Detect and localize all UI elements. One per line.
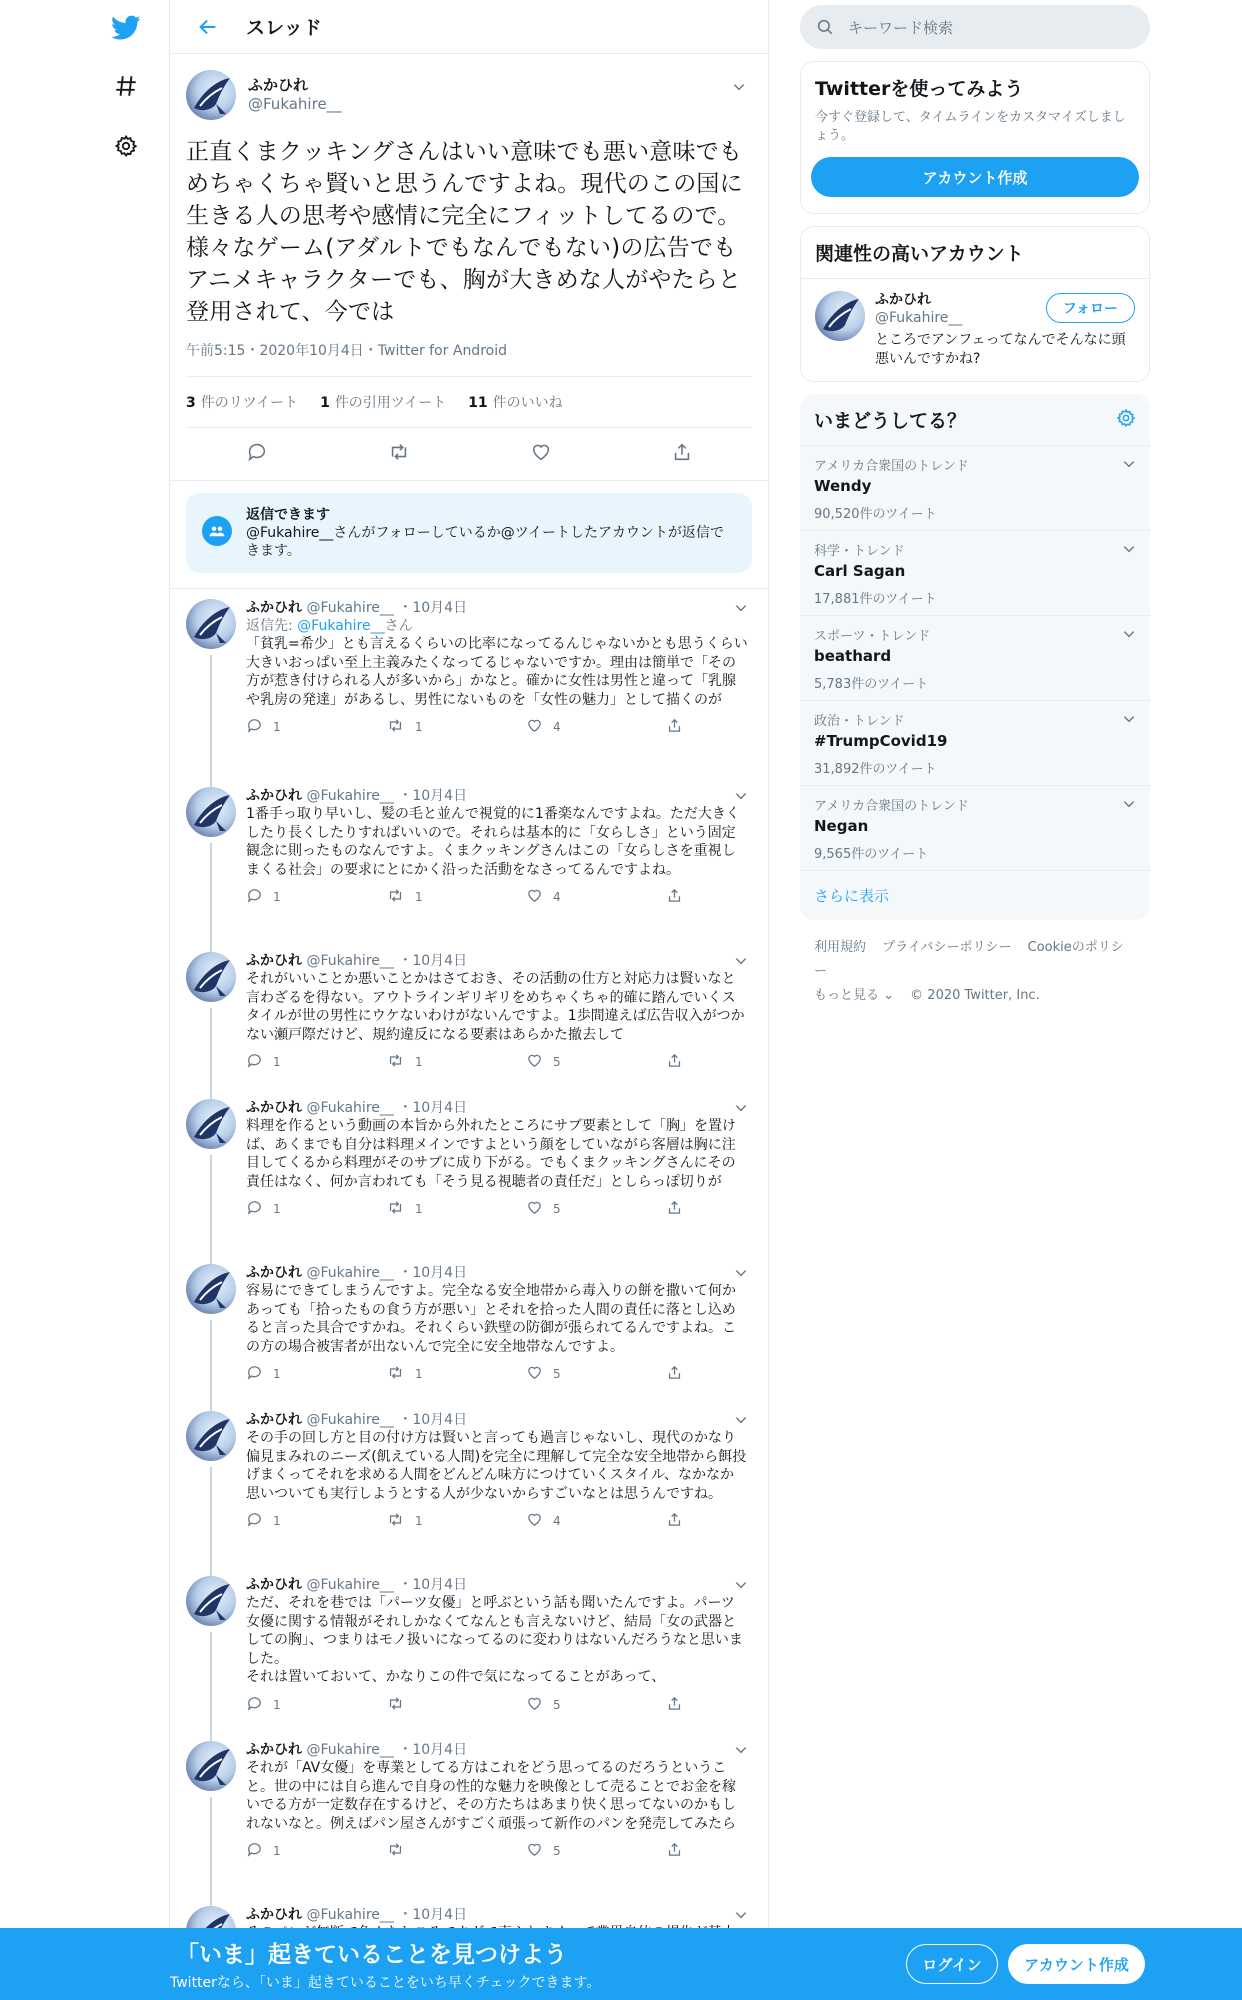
share-icon	[666, 1511, 683, 1531]
like-heart-icon	[526, 1199, 543, 1219]
like-count-link[interactable]: 11 件のいいね	[468, 395, 563, 411]
trend-count: 5,783件のツイート	[814, 677, 929, 692]
reply-count: 1	[273, 1367, 281, 1381]
separator-dot: ・	[398, 788, 413, 804]
thread-connector-line	[210, 1155, 212, 1264]
retweet-count: 1	[415, 1055, 423, 1069]
trend-item[interactable]	[800, 530, 1150, 615]
reply-count: 1	[273, 1202, 281, 1216]
like-button[interactable]	[526, 1511, 666, 1531]
like-button[interactable]	[526, 1199, 666, 1219]
main-column	[169, 0, 769, 2000]
avatar[interactable]	[186, 1099, 236, 1149]
display-name[interactable]: ふかひれ	[246, 953, 302, 969]
retweet-count: 1	[415, 1202, 423, 1216]
reply-icon	[246, 1199, 263, 1219]
retweet-button[interactable]	[386, 1695, 526, 1715]
tweet-timestamp[interactable]: 午前5:15・2020年10月4日・Twitter for Android	[186, 340, 752, 377]
user-handle[interactable]: @Fukahire__	[875, 310, 963, 326]
tweet-text: 料理を作るという動画の本旨から外れたところにサブ要素として「胸」を置けば、あくまでも自分は料理メインですよという顔をしていながら客層は胸に注目してくるから料理がそのサブに成り下がる。でもくまクッキングさんにその責任はなく、何か言われても「そう見る視聴者の責任だ」としらっぽ切りが	[246, 1118, 736, 1190]
reply-button[interactable]	[246, 1052, 386, 1072]
reply-icon	[246, 1052, 263, 1072]
signup-banner	[0, 1928, 1242, 2000]
like-count: 5	[553, 1055, 561, 1069]
page-title: スレッド	[246, 17, 322, 39]
related-title: 関連性の高いアカウント	[815, 243, 1024, 265]
reply-count: 1	[273, 1514, 281, 1528]
tweet-text: ただ、それを巷では「パーツ女優」と呼ぶという話も聞いたんですよ。パーツ女優に関する情報がそれしかなくてなんとも言えないけど、結局「女の武器としての胸」、つまりはモノ扱いになってるのに変わりはないんだろうなと思いました。 それは置いておいて、かなりこの件で気になってることがあって、	[246, 1595, 743, 1685]
chevron-down-icon[interactable]	[730, 1097, 752, 1119]
tweet-actions	[246, 879, 748, 915]
share-button[interactable]	[666, 1199, 683, 1219]
related-accounts-card	[800, 226, 1150, 382]
retweet-icon	[386, 1364, 405, 1384]
tweet-date[interactable]: 10月4日	[412, 1412, 468, 1428]
display-name[interactable]: ふかひれ	[246, 600, 302, 616]
user-handle[interactable]: @Fukahire__	[306, 1412, 394, 1428]
chevron-down-icon[interactable]	[730, 950, 752, 972]
chevron-down-icon[interactable]	[730, 785, 752, 807]
tweet-text: それが「AV女優」を専業としてる方はこれをどう思ってるのだろうということ。世の中には自ら進んで自身の性的な魅力を映像として売ることでお金を稼いでる方が一定数存在するけど、その方たちはあまり快く思ってないのかもしれないなと。例えばパン屋さんがすごく頑張って新作のパンを発売してみたら	[246, 1760, 736, 1832]
reply-tweet[interactable]	[170, 1731, 768, 1896]
reply-tweet[interactable]	[170, 1254, 768, 1401]
signup-title: Twitterを使ってみよう	[815, 78, 1024, 100]
trend-item[interactable]	[800, 785, 1150, 870]
retweet-button[interactable]	[386, 1511, 526, 1531]
thread-connector-line	[210, 655, 212, 787]
share-icon	[666, 1695, 683, 1715]
display-name[interactable]: ふかひれ	[875, 292, 931, 308]
retweet-count: 1	[415, 890, 423, 904]
search-placeholder: キーワード検索	[848, 18, 954, 37]
tweet-date[interactable]: 10月4日	[412, 1742, 468, 1758]
trend-item[interactable]	[800, 700, 1150, 785]
share-icon	[666, 1841, 683, 1861]
thread-replies	[170, 589, 768, 1976]
trends-card	[800, 394, 1150, 920]
reply-count: 1	[273, 890, 281, 904]
banner-subtext: Twitterなら、「いま」起きていることをいち早くチェックできます。	[170, 1975, 601, 1991]
tweet-text: 容易にできてしまうんですよ。完全なる安全地帯から毒入りの餅を撒いて何かあっても「拾ったもの食う方が悪い」とそれを拾った人間の責任に落とし込めると言った具合ですかね。それくらい鉄壁の防御が張られてるんですよね。この方の場合被害者が出ないんで完全に安全地帯なんですよ。	[246, 1283, 736, 1355]
reply-icon	[246, 717, 263, 737]
search-input[interactable]	[800, 5, 1150, 49]
reply-to-line: 返信先: @Fukahire__さん	[246, 618, 413, 634]
trend-context: 科学・トレンド	[814, 544, 905, 559]
copyright: © 2020 Twitter, Inc.	[910, 988, 1040, 1003]
like-button[interactable]	[526, 1364, 666, 1384]
thread-header	[170, 0, 768, 54]
avatar[interactable]	[186, 787, 236, 837]
thread-connector-line	[210, 1797, 212, 1906]
chevron-down-icon[interactable]	[730, 1574, 752, 1596]
notice-text: @Fukahire__さんがフォローしているか@ツイートしたアカウントが返信できます。	[246, 525, 724, 559]
tweet-actions	[246, 1191, 748, 1227]
tweet-date[interactable]: 10月4日	[412, 953, 468, 969]
more-link[interactable]: もっと見る ⌄	[814, 988, 895, 1003]
user-handle[interactable]: @Fukahire__	[306, 788, 394, 804]
twitter-logo-icon[interactable]	[100, 2, 152, 54]
avatar[interactable]	[186, 1741, 236, 1791]
trend-count: 9,565件のツイート	[814, 847, 929, 862]
signup-text: 今すぐ登録して、タイムラインをカスタマイズしましょう。	[815, 110, 1126, 143]
create-account-button[interactable]: アカウント作成	[811, 157, 1139, 197]
like-heart-icon	[526, 1364, 543, 1384]
display-name[interactable]: ふかひれ	[248, 76, 309, 94]
reply-icon	[246, 887, 263, 907]
chevron-down-icon[interactable]	[1122, 711, 1136, 730]
avatar[interactable]	[186, 599, 236, 649]
terms-link[interactable]: 利用規約	[814, 940, 867, 955]
share-icon	[666, 717, 683, 737]
reply-count: 1	[273, 1697, 281, 1712]
reply-count: 1	[273, 720, 281, 734]
trend-context: アメリカ合衆国のトレンド	[814, 459, 969, 474]
tweet-actions	[246, 1687, 748, 1723]
like-heart-icon	[526, 1511, 543, 1531]
like-button[interactable]	[526, 717, 666, 737]
separator-dot: ・	[398, 1742, 413, 1758]
reply-tweet[interactable]	[170, 589, 768, 777]
trend-context: アメリカ合衆国のトレンド	[814, 799, 969, 814]
trends-settings-gear-icon[interactable]	[1116, 408, 1136, 432]
reply-button[interactable]	[246, 1511, 386, 1531]
tweet-text: 「貧乳=希少」とも言えるくらいの比率になってるんじゃないかとも思うくらい大きいおっぱい至上主義みたくなってるじゃないですか。理由は簡単で「その方が惹き付けられる人が多いから」かなと。確かに女性は男性と違って「乳腺や乳房の発達」があるし、男性にないものを「女性の魅力」として描くのが	[246, 636, 748, 708]
like-heart-icon	[526, 887, 543, 907]
like-heart-icon[interactable]	[530, 441, 552, 467]
retweet-icon	[386, 717, 405, 737]
reply-icon	[246, 1511, 263, 1531]
trend-count: 90,520件のツイート	[814, 507, 937, 522]
trend-item[interactable]	[800, 615, 1150, 700]
like-button[interactable]	[526, 887, 666, 907]
login-button[interactable]: ログイン	[906, 1944, 998, 1984]
retweet-icon[interactable]	[387, 441, 411, 467]
tweet-text: 1番手っ取り早いし、髪の毛と並んで視覚的に1番楽なんですよね。ただ大きくしたり長くしたりすればいいので。それらは基本的に「女らしさ」という固定観念に則ったものなんですよ。くまクッキングさんはこの「女らしさを重視しまくる社会」の要求にとにかく沿った活動をなさってるんですよね。	[246, 806, 740, 878]
like-count: 5	[553, 1844, 561, 1858]
user-handle[interactable]: @Fukahire__	[306, 1577, 394, 1593]
reply-button[interactable]	[246, 717, 386, 737]
separator-dot: ・	[398, 953, 413, 969]
reply-button[interactable]	[246, 1841, 386, 1861]
tweet-actions	[246, 1833, 748, 1869]
user-handle[interactable]: @Fukahire__	[306, 600, 394, 616]
retweet-count: 1	[415, 1367, 423, 1381]
sidebar-footer	[800, 920, 1150, 1024]
display-name[interactable]: ふかひれ	[246, 1742, 302, 1758]
tweet-actions	[246, 1356, 748, 1392]
tweet-actions	[186, 428, 752, 480]
retweet-count-link[interactable]: 3 件のリツイート	[186, 395, 299, 411]
reply-tweet[interactable]	[170, 1401, 768, 1566]
tweet-date[interactable]: 10月4日	[412, 1907, 468, 1923]
share-button[interactable]	[666, 1052, 683, 1072]
trend-context: スポーツ・トレンド	[814, 629, 931, 644]
search-icon	[816, 18, 834, 36]
show-more-link[interactable]: さらに表示	[800, 870, 1150, 920]
chevron-down-icon[interactable]	[1122, 456, 1136, 475]
tweet-text: それがいいことか悪いことかはさておき、その活動の仕方と対応力は賢いなと言わざるを得ない。アウトラインギリギリをめちゃくちゃ的確に踏んでいくスタイルが世の男性にウケないわけがないんですよ。1歩間違えば広告収入がつかない瀬戸際だけど、規約違反になる要素はあらかた撤去して	[246, 971, 745, 1043]
reply-button[interactable]	[246, 887, 386, 907]
avatar[interactable]	[815, 291, 865, 341]
people-icon	[202, 516, 232, 546]
retweet-icon	[386, 1695, 405, 1715]
quote-count-link[interactable]: 1 件の引用ツイート	[320, 395, 447, 411]
separator-dot: ・	[398, 1265, 413, 1281]
avatar[interactable]	[186, 1576, 236, 1626]
explore-hashtag-icon[interactable]	[100, 60, 152, 112]
trends-title: いまどうしてる？	[814, 410, 967, 432]
separator-dot: ・	[398, 1907, 413, 1923]
like-button[interactable]	[526, 1052, 666, 1072]
reply-count: 1	[273, 1844, 281, 1858]
trend-name: Wendy	[814, 477, 872, 495]
thread-connector-line	[210, 1632, 212, 1741]
reply-tweet[interactable]	[170, 942, 768, 1089]
cookie-link[interactable]: Cookieのポリシー	[814, 940, 1124, 979]
tweet-stats	[186, 377, 752, 428]
trend-count: 17,881件のツイート	[814, 592, 937, 607]
user-handle[interactable]: @Fukahire__	[306, 1100, 394, 1116]
share-icon	[666, 1052, 683, 1072]
thread-connector-line	[210, 843, 212, 952]
reply-icon	[246, 1364, 263, 1384]
display-name[interactable]: ふかひれ	[246, 1577, 302, 1593]
separator-dot: ・	[398, 1412, 413, 1428]
retweet-button[interactable]	[386, 1364, 526, 1384]
reply-button[interactable]	[246, 1695, 386, 1715]
retweet-icon	[386, 1199, 405, 1219]
settings-gear-icon[interactable]	[100, 120, 152, 172]
chevron-down-icon[interactable]	[730, 1262, 752, 1284]
tweet-actions	[246, 1503, 748, 1539]
like-button[interactable]	[526, 1695, 666, 1715]
like-count: 4	[553, 890, 561, 904]
reply-button[interactable]	[246, 1364, 386, 1384]
avatar[interactable]	[186, 1264, 236, 1314]
chevron-down-icon[interactable]	[730, 1739, 752, 1761]
like-heart-icon	[526, 1695, 543, 1715]
trend-name: Negan	[814, 817, 869, 835]
create-account-button[interactable]: アカウント作成	[1008, 1944, 1145, 1984]
like-button[interactable]	[526, 1841, 666, 1861]
thread-connector-line	[210, 1467, 212, 1576]
like-heart-icon	[526, 717, 543, 737]
trend-count: 31,892件のツイート	[814, 762, 937, 777]
retweet-button[interactable]	[386, 1841, 526, 1861]
reply-tweet[interactable]	[170, 1566, 768, 1731]
like-count: 5	[553, 1202, 561, 1216]
trend-context: 政治・トレンド	[814, 714, 905, 729]
reply-icon[interactable]	[246, 441, 268, 467]
display-name[interactable]: ふかひれ	[246, 1907, 302, 1923]
share-button[interactable]	[666, 1841, 683, 1861]
user-bio: ところでアンフェってなんでそんなに頭悪いんですかね?	[875, 332, 1126, 367]
chevron-down-icon[interactable]	[1122, 541, 1136, 560]
tweet-actions	[246, 709, 748, 745]
trend-name: beathard	[814, 647, 892, 665]
reply-to-handle-link[interactable]: @Fukahire__	[297, 618, 385, 634]
thread-connector-line	[210, 1008, 212, 1099]
user-handle[interactable]: @Fukahire__	[306, 953, 394, 969]
chevron-down-icon[interactable]	[730, 1409, 752, 1431]
reply-icon	[246, 1695, 263, 1715]
separator-dot: ・	[398, 1577, 413, 1593]
avatar[interactable]	[186, 952, 236, 1002]
share-button[interactable]	[666, 717, 683, 737]
reply-count: 1	[273, 1055, 281, 1069]
trend-item[interactable]	[800, 445, 1150, 530]
focal-tweet	[170, 54, 768, 480]
separator-dot: ・	[398, 600, 413, 616]
display-name[interactable]: ふかひれ	[246, 1412, 302, 1428]
like-heart-icon	[526, 1841, 543, 1861]
display-name[interactable]: ふかひれ	[246, 788, 302, 804]
share-button[interactable]	[666, 1695, 683, 1715]
right-sidebar	[800, 0, 1150, 1024]
thread-connector-line	[210, 1320, 212, 1411]
notice-title: 返信できます	[246, 507, 330, 523]
retweet-icon	[386, 1511, 405, 1531]
trend-name: #TrumpCovid19	[814, 732, 948, 750]
chevron-down-icon[interactable]	[1122, 796, 1136, 815]
back-arrow-icon[interactable]	[190, 9, 226, 45]
user-handle[interactable]: @Fukahire__	[306, 1742, 394, 1758]
tweet-text: その手の回し方と目の付け方は賢いと言っても過言じゃないし、現代のかなり偏見まみれのニーズ(飢えている人間)を完全に理解して完全な安全地帯から餌投げまくってそれを求める人間をどんどん味方につけていくスタイル、なかなか思いついても実行しようとする人が少ないからすごいなとは思うんですね。	[246, 1430, 747, 1502]
reply-icon	[246, 1841, 263, 1861]
chevron-down-icon[interactable]	[730, 597, 752, 619]
like-heart-icon	[526, 1052, 543, 1072]
display-name[interactable]: ふかひれ	[246, 1265, 302, 1281]
retweet-count: 1	[415, 720, 423, 734]
like-count: 5	[553, 1697, 561, 1712]
trend-name: Carl Sagan	[814, 562, 906, 580]
user-handle[interactable]: @Fukahire__	[248, 95, 342, 113]
tweet-date[interactable]: 10月4日	[412, 1265, 468, 1281]
related-account-row[interactable]	[801, 278, 1149, 381]
retweet-icon	[386, 1841, 405, 1861]
share-icon	[666, 1199, 683, 1219]
tweet-actions	[246, 1044, 748, 1080]
chevron-down-icon[interactable]	[728, 76, 750, 98]
user-handle[interactable]: @Fukahire__	[306, 1907, 394, 1923]
like-count: 5	[553, 1367, 561, 1381]
tweet-text: 正直くまクッキングさんはいい意味でも悪い意味でもめちゃくちゃ賢いと思うんですよね。現代のこの国に生きる人の思考や感情に完全にフィットしてるので。様々なゲーム(アダルトでもなんでもない)の広告でもアニメキャラクターでも、胸が大きめな人がやたらと登用されて、今では	[186, 139, 743, 325]
retweet-count: 1	[415, 1514, 423, 1528]
display-name[interactable]: ふかひれ	[246, 1100, 302, 1116]
share-icon	[666, 887, 683, 907]
reply-tweet[interactable]	[170, 1089, 768, 1254]
share-icon[interactable]	[671, 441, 693, 467]
chevron-down-icon[interactable]	[730, 1904, 752, 1926]
retweet-button[interactable]	[386, 887, 526, 907]
reply-restriction-notice	[186, 493, 752, 573]
tweet-date[interactable]: 10月4日	[412, 1100, 468, 1116]
like-count: 4	[553, 1514, 561, 1528]
reply-tweet[interactable]	[170, 777, 768, 942]
follow-button[interactable]: フォロー	[1046, 293, 1135, 323]
user-handle[interactable]: @Fukahire__	[306, 1265, 394, 1281]
like-count: 4	[553, 720, 561, 734]
signup-card	[800, 61, 1150, 214]
tweet-date[interactable]: 10月4日	[412, 1577, 468, 1593]
retweet-button[interactable]	[386, 717, 526, 737]
share-button[interactable]	[666, 1511, 683, 1531]
retweet-button[interactable]	[386, 1052, 526, 1072]
share-button[interactable]	[666, 1364, 683, 1384]
separator-dot: ・	[398, 1100, 413, 1116]
avatar[interactable]	[186, 1411, 236, 1461]
retweet-button[interactable]	[386, 1199, 526, 1219]
tweet-date[interactable]: 10月4日	[412, 788, 468, 804]
avatar[interactable]	[186, 70, 236, 120]
retweet-icon	[386, 1052, 405, 1072]
retweet-icon	[386, 887, 405, 907]
privacy-link[interactable]: プライバシーポリシー	[882, 940, 1012, 955]
banner-headline: 「いま」起きていることを見つけよう	[176, 1942, 567, 1968]
share-button[interactable]	[666, 887, 683, 907]
tweet-date[interactable]: 10月4日	[412, 600, 468, 616]
reply-button[interactable]	[246, 1199, 386, 1219]
share-icon	[666, 1364, 683, 1384]
chevron-down-icon[interactable]	[1122, 626, 1136, 645]
